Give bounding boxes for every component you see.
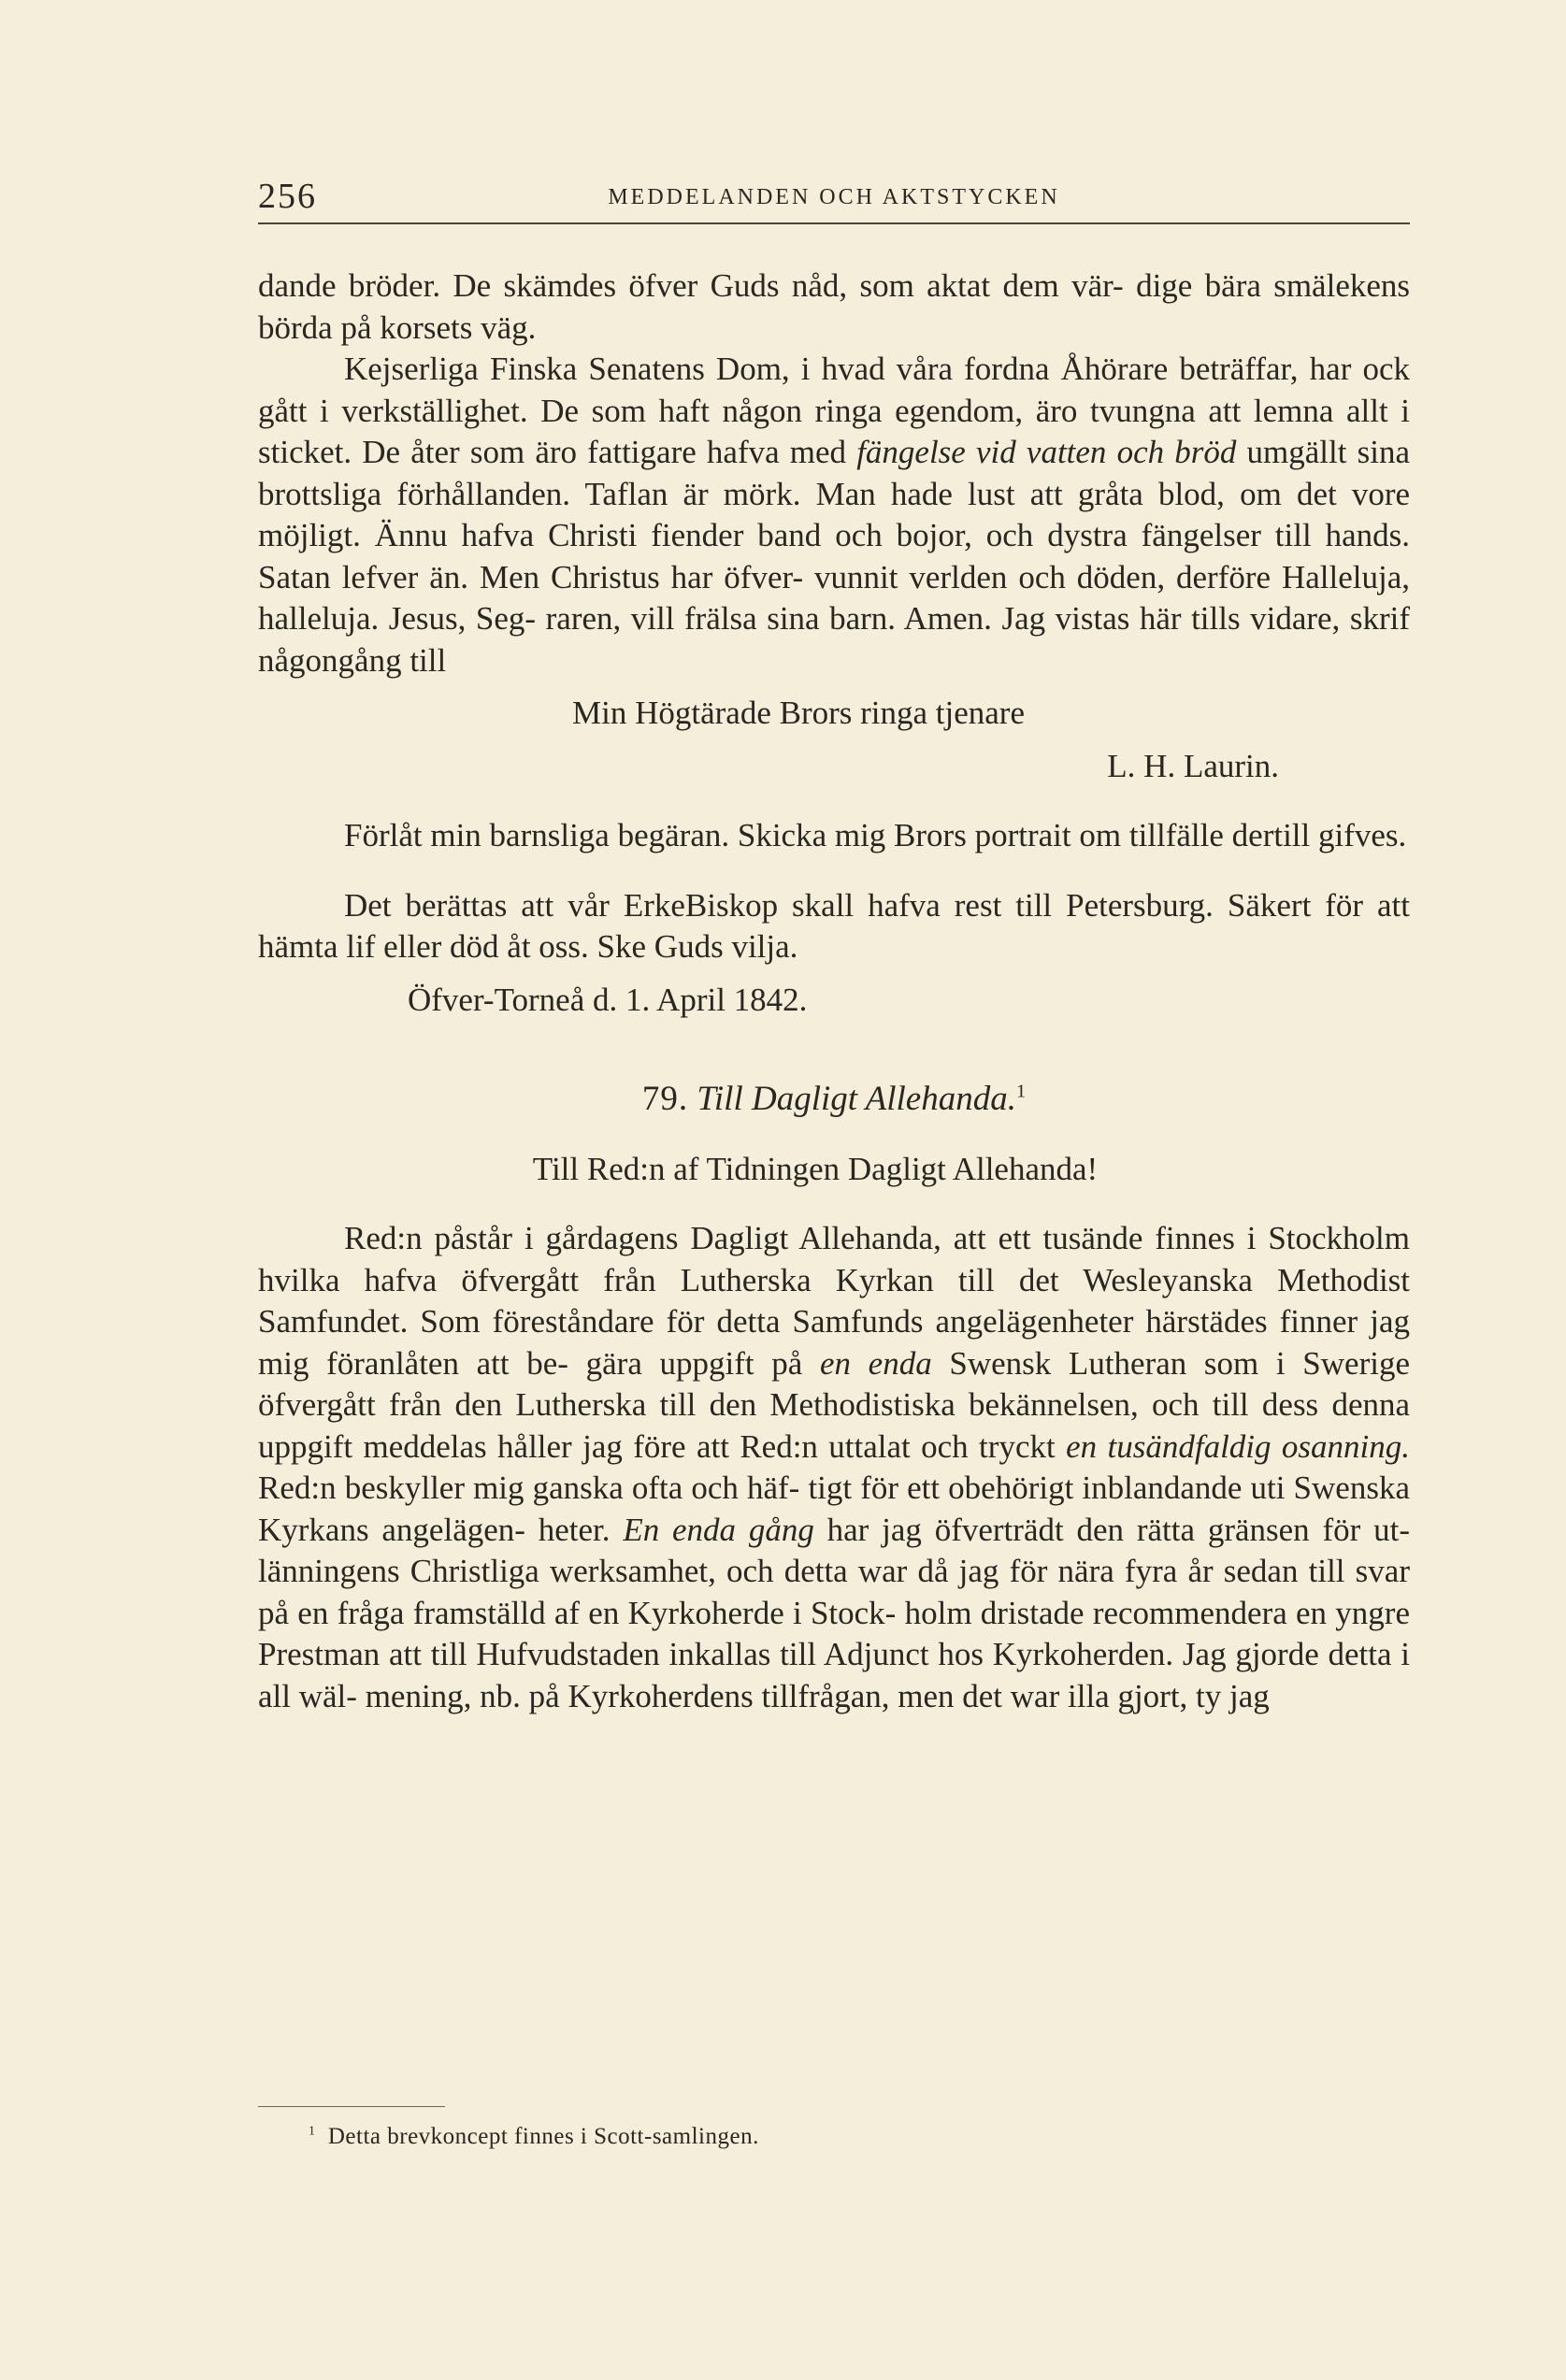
text-line: dige bära smälekens börda på korsets väg.: [258, 267, 1411, 346]
text-line: Det berättas att vår ErkeBiskop skall hafva rest till Petersburg.: [344, 886, 1214, 924]
text-line: vunnit verlden och döden, derföre Halleluja, halleluja. Jesus, Seg-: [258, 558, 1411, 637]
text-line: från den Lutherska till den Methodistiska bekännelsen, och till dess: [388, 1386, 1319, 1423]
text-line: mening, nb. på Kyrkoherdens tillfrågan, men det war illa gjort, ty jag: [365, 1677, 1270, 1714]
postscript-1: [258, 815, 1410, 857]
text-line: det Wesleyanska Methodist Samfundet. Som föreståndare för detta: [258, 1261, 1411, 1340]
text-line: förhållanden. Taflan är mörk. Man hade lust att gråta blod, om: [396, 475, 1282, 512]
footnote-text: Detta brevkoncept finnes i Scott-samlingen.: [327, 2124, 759, 2149]
text-line: gära uppgift på: [585, 1344, 820, 1382]
text-line: heter.: [538, 1511, 624, 1548]
emphasis-text: en enda: [819, 1344, 932, 1382]
date-line: Öfver-Torneå d. 1. April 1842.: [408, 981, 808, 1018]
emphasis-text: En enda gång: [623, 1511, 814, 1548]
text-line: år sedan till svar på en fråga framställd af en Kyrkoherde i Stock-: [258, 1553, 1410, 1631]
text-line: har jag öfverträdt den rätta gränsen för ut-: [813, 1511, 1410, 1548]
footnote-marker: 1: [1015, 1081, 1027, 1102]
letter-paragraph-1: [258, 265, 1410, 349]
text-line: skrif någongång till: [258, 600, 1410, 679]
text-line: raren, vill frälsa sina barn. Amen. Jag vistas här tills vidare,: [545, 600, 1341, 637]
text-line: umgällt sina brottsliga: [258, 434, 1411, 512]
text-line: Förlåt min barnsliga begäran. Skicka mig Brors portrait om: [344, 817, 1122, 853]
section-title: Till Dagligt Allehanda.: [697, 1080, 1016, 1118]
text-line: Red:n påstår i gårdagens Dagligt Allehanda, att ett tusände: [344, 1220, 1143, 1256]
section-heading: [258, 1079, 1410, 1121]
text-line: egendom, äro tvungna att lemna allt i sticket. De åter som äro: [258, 392, 1410, 470]
text-line: tigt för ett obehörigt inblandande uti Swenska Kyrkans angelägen-: [258, 1470, 1410, 1548]
letter-closing: Min Högtärade Brors ringa tjenare: [572, 695, 1026, 731]
text-line: Samfunds angelägenheter härstädes finner jag mig föranlåten att be-: [258, 1303, 1410, 1382]
footnote-rule: [258, 2106, 445, 2107]
text-line: finnes i Stockholm hvilka hafva öfvergått från Lutherska Kyrkan till: [258, 1220, 1410, 1298]
text-line: Säkert för att hämta lif eller död åt oss. Ske Guds vilja.: [258, 886, 1410, 965]
postscript-2: [258, 885, 1410, 968]
text-line: denna uppgift meddelas håller jag före att Red:n uttalat och tryckt: [258, 1386, 1411, 1465]
salutation: Till Red:n af Tidningen Dagligt Allehanda!: [532, 1150, 1099, 1187]
page-number: 256: [258, 177, 317, 216]
text-line: Swensk Lutheran som i Swerige öfvergått: [258, 1344, 1411, 1423]
text-line: inkallas till Adjunct hos Kyrkoherden. Jag gjorde detta i all wäl-: [258, 1636, 1411, 1714]
text-line: fattigare hafva med: [587, 434, 857, 470]
text-line: länningens Christliga werksamhet, och detta war då jag för nära fyra: [258, 1553, 1178, 1589]
letter-signature: L. H. Laurin.: [1107, 747, 1279, 784]
text-line: holm dristade recommendera en yngre Prestman att till Hufvudstaden: [258, 1594, 1410, 1672]
footnote: [309, 2124, 759, 2150]
text-line: dande bröder. De skämdes öfver Guds nåd, som aktat dem vär-: [258, 267, 1124, 304]
section-paragraph: [258, 1218, 1410, 1717]
section-number: 79.: [641, 1080, 689, 1118]
text-line: det vore möjligt. Ännu hafva Christi fiender band och bojor, och: [258, 475, 1411, 553]
text-line: dystra fängelser till hands. Satan lefver än. Men Christus har öfver-: [258, 517, 1410, 595]
footnote-number: 1: [309, 2123, 316, 2138]
running-head: MEDDELANDEN OCH AKTSTYCKEN: [608, 185, 1060, 209]
page-header: [258, 176, 1410, 224]
emphasis-text: fängelse vid vatten och bröd: [856, 434, 1237, 470]
text-line: Kejserliga Finska Senatens Dom, i hvad våra fordna Åhörare: [344, 351, 1169, 387]
text-line: Red:n beskyller mig ganska ofta och häf-: [258, 1470, 800, 1506]
emphasis-text: en tusändfaldig osanning.: [1066, 1427, 1411, 1465]
text-line: beträffar, har ock gått i verkställighet. De som haft någon ringa: [258, 351, 1411, 429]
letter-paragraph-2: [258, 349, 1410, 681]
body-text: [258, 265, 1410, 1717]
text-line: tillfälle dertill gifves.: [1128, 817, 1407, 853]
